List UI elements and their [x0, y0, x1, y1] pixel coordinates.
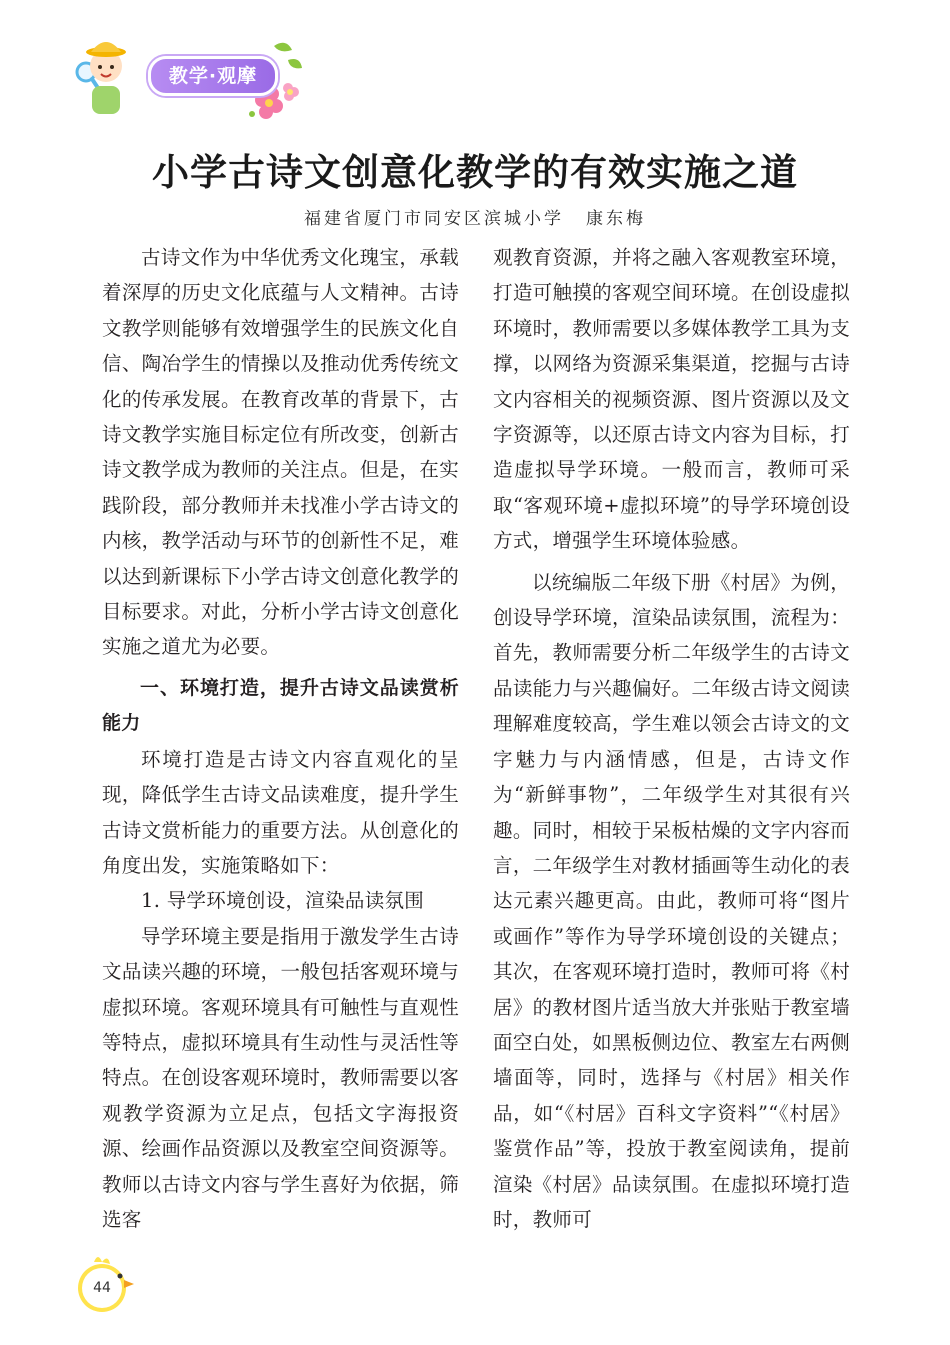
subheading-1: 1. 导学环境创设，渲染品读氛围 — [141, 889, 425, 913]
section-heading-1: 一、环境打造，提升古诗文品读赏析能力 — [102, 676, 459, 735]
byline — [0, 204, 950, 229]
paragraph-guided-environment: 导学环境主要是指用于激发学生古诗文品读兴趣的环境，一般包括客观环境与虚拟环境。客观环境具有可触性与直观性等特点，虚拟环境具有生动性与灵活性等特点。在创设客观环境时，教师需要以客观教学资源为立足点，包括文字海报资源、绘画作品资源以及教室空间资源等。教师以古诗文内容与学生喜好为依据，筛选客 — [102, 924, 459, 1231]
section-label: 教学·观摩 — [148, 56, 278, 96]
page-number: 44 — [93, 1280, 111, 1296]
leaf-icon — [274, 43, 292, 52]
flower-small-icon — [283, 83, 299, 101]
article-title: 小学古诗文创意化教学的有效实施之道 — [152, 151, 798, 194]
paragraph-cunju-example: 以统编版二年级下册《村居》为例，创设导学环境，渲染品读氛围，流程为：首先，教师需要分析二年级学生的古诗文品读能力与兴趣偏好。二年级古诗文阅读理解难度较高，学生难以领会古诗文的文字魅力与内涵情感，但是，古诗文作为“新鲜事物”，二年级学生对其很有兴趣。同时，相较于呆板枯燥的文字内容而言，二年级学生对教材插画等生动化的表达元素兴趣更高。由此，教师可将“图片或画作”等作为导学环境创设的关键点；其次，在客观环境打造时，教师可将《村居》的教材图片适当放大并张贴于教室墙面空白处，如黑板侧边位、教室左右两侧墙面等，同时，选择与《村居》相关作品，如“《村居》百科文字资料”“《村居》鉴赏作品”等，投放于教室阅读角，提前渲染《村居》品读氛围。在虚拟环境打造时，教师可 — [493, 570, 850, 1231]
page-number-badge — [72, 1250, 138, 1316]
author-affiliation: 福建省厦门市同安区滨城小学 — [304, 209, 564, 229]
right-column — [493, 240, 850, 1237]
paragraph-continued: 观教育资源，并将之融入客观教室环境，打造可触摸的客观空间环境。在创设虚拟环境时，教师需要以多媒体教学工具为支撑，以网络为资源采集渠道，挖掘与古诗文内容相关的视频资源、图片资源以及文字资源等，以还原古诗文内容为目标，打造虚拟导学环境。一般而言，教师可采取“客观环境+虚拟环境”的导学环境创设方式，增强学生环境体验感。 — [493, 246, 850, 553]
kid-figure — [92, 86, 120, 114]
author-name: 康东梅 — [586, 209, 646, 229]
paragraph-environment: 环境打造是古诗文内容直观化的呈现，降低学生古诗文品读难度，提升学生古诗文赏析能力的重要方法。从创意化的角度出发，实施策略如下： — [102, 747, 459, 877]
paragraph-intro: 古诗文作为中华优秀文化瑰宝，承载着深厚的历史文化底蕴与人文精神。古诗文教学则能够有效增强学生的民族文化自信、陶冶学生的情操以及推动优秀传统文化的传承发展。在教育改革的背景下，古诗文教学实施目标定位有所改变，创新古诗文教学成为教师的关注点。但是，在实践阶段，部分教师并未找准小学古诗文的内核，教学活动与环节的创新性不足，难以达到新课标下小学古诗文创意化教学的目标要求。对此，分析小学古诗文创意化实施之道尤为必要。 — [102, 246, 459, 659]
left-column — [102, 240, 459, 1237]
